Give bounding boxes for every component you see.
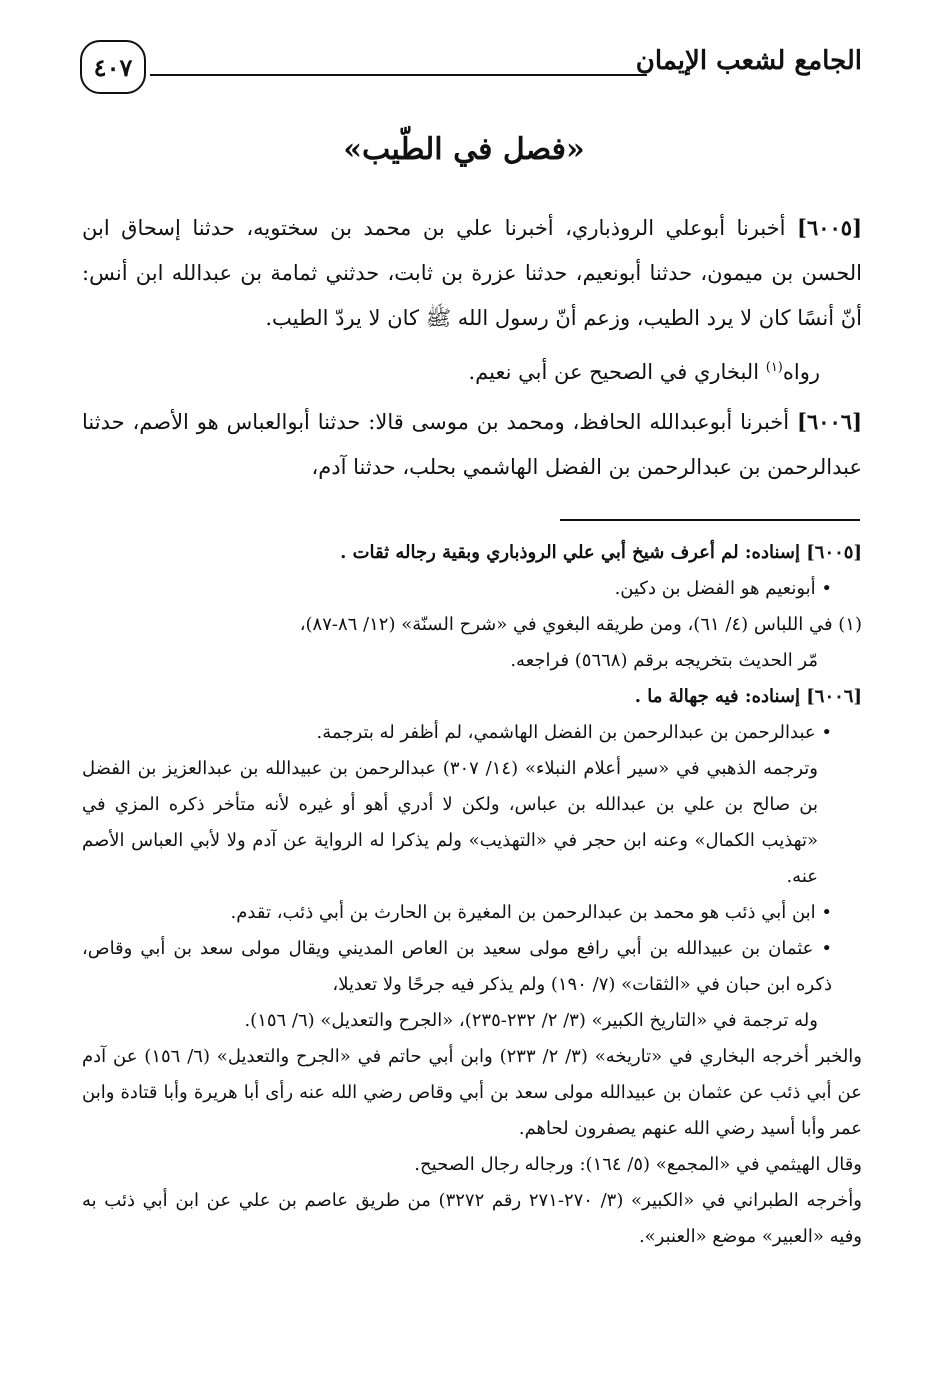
hadith-text: أخبرنا أبوعبدالله الحافظ، ومحمد بن موسى قالا: حدثنا أبوالعباس هو الأصم، حدثنا عبدالرحمن بن عبدالرحمن بن الفضل الهاشمي بحلب، حدثنا آدم، xyxy=(82,410,862,479)
footnote-line: مّر الحديث بتخريجه برقم (٥٦٦٨) فراجعه. xyxy=(510,650,818,671)
footnote-bullet: • ابن أبي ذئب هو محمد بن عبدالرحمن بن المغيرة بن الحارث بن أبي ذئب، تقدم. xyxy=(82,895,862,931)
section-title: «فصل في الطّيب» xyxy=(343,132,585,167)
narration-post: البخاري في الصحيح عن أبي نعيم. xyxy=(468,360,766,384)
footnote-bullet: • عبدالرحمن بن عبدالرحمن بن الفضل الهاشمي، لم أظفر له بترجمة. xyxy=(82,715,862,751)
footnote-1: (١) في اللباس (٤/ ٦١)، ومن طريقه البغوي في «شرح السنّة» (١٢/ ٨٦-٨٧)، xyxy=(299,614,862,635)
hadith-6006 xyxy=(82,399,862,490)
footnote-isnad-6006: [٦٠٠٦] إسناده: فيه جهالة ما . xyxy=(634,686,862,707)
footnote-paragraph: والخبر أخرجه البخاري في «تاريخه» (٣/ ٢/ ٢٣٣) وابن أبي حاتم في «الجرح والتعديل» (٦/ ١٥٦) عن آدم عن أبي ذئب عن عثمان بن عبيدالله مولى سعد بن أبي وقاص رضي الله عنه رأى أبا هريرة وأبا قتادة وابن عمر وأبا أسيد رضي الله عنهم يصفرون لحاهم. xyxy=(82,1046,862,1139)
footnote-paragraph: وأخرجه الطبراني في «الكبير» (٣/ ٢٧٠-٢٧١ رقم ٣٢٧٢) من طريق عاصم بن علي عن ابن أبي ذئب به وفيه «العبير» موضع «العنبر». xyxy=(82,1190,862,1247)
page-header xyxy=(80,40,862,100)
footnote-ref: (١) xyxy=(765,360,783,375)
running-title: الجامع لشعب الإيمان xyxy=(635,46,862,76)
narration-note xyxy=(82,345,862,395)
main-text xyxy=(82,205,862,490)
footnote-isnad-6005: [٦٠٠٥] إسناده: لم أعرف شيخ أبي علي الروذباري وبقية رجاله ثقات . xyxy=(340,542,862,563)
header-rule xyxy=(150,74,647,76)
footnote-line: وقال الهيثمي في «المجمع» (٥/ ١٦٤): ورجاله رجال الصحيح. xyxy=(414,1154,862,1175)
hadith-6005 xyxy=(82,205,862,341)
footnote-bullet: • أبونعيم هو الفضل بن دكين. xyxy=(82,571,862,607)
footnote-bullet: • عثمان بن عبيدالله بن أبي رافع مولى سعيد بن العاص المديني ويقال مولى سعد بن أبي وقاص، ذكره ابن حبان في «الثقات» (٧/ ١٩٠) ولم يذكر فيه جرحًا ولا تعديلا، xyxy=(82,931,862,1003)
footnotes xyxy=(82,535,862,1255)
hadith-number: [٦٠٠٦] xyxy=(797,409,862,434)
hadith-text: أخبرنا أبوعلي الروذباري، أخبرنا علي بن محمد بن سختويه، حدثنا إسحاق ابن الحسن بن ميمون، حدثنا أبونعيم، حدثنا عزرة بن ثابت، حدثني ثمامة بن عبدالله ابن أنس: أنّ أنسًا كان لا يرد الطيب، وزعم أنّ رسول الله ﷺ كان لا يردّ الطيب. xyxy=(82,216,862,330)
narration-pre: رواه xyxy=(782,360,820,384)
page-number: ٤٠٧ xyxy=(80,40,146,94)
hadith-number: [٦٠٠٥] xyxy=(797,215,862,240)
footnote-paragraph: وترجمه الذهبي في «سير أعلام النبلاء» (١٤/ ٣٠٧) عبدالرحمن بن عبيدالله بن عبدالعزيز بن الفضل بن صالح بن علي بن عبدالله بن عباس، ولكن لا أدري أهو أو غيره لأنه متأخر ذكره المزي في «تهذيب الكمال» وعنه ابن حجر في «التهذيب» ولم يذكرا له الرواية عن آدم ولا لأبي العباس الأصم عنه. xyxy=(82,758,818,887)
footnote-line: وله ترجمة في «التاريخ الكبير» (٣/ ٢/ ٢٣٢-٢٣٥)، «الجرح والتعديل» (٦/ ١٥٦). xyxy=(244,1010,818,1031)
footnote-separator xyxy=(560,519,860,521)
